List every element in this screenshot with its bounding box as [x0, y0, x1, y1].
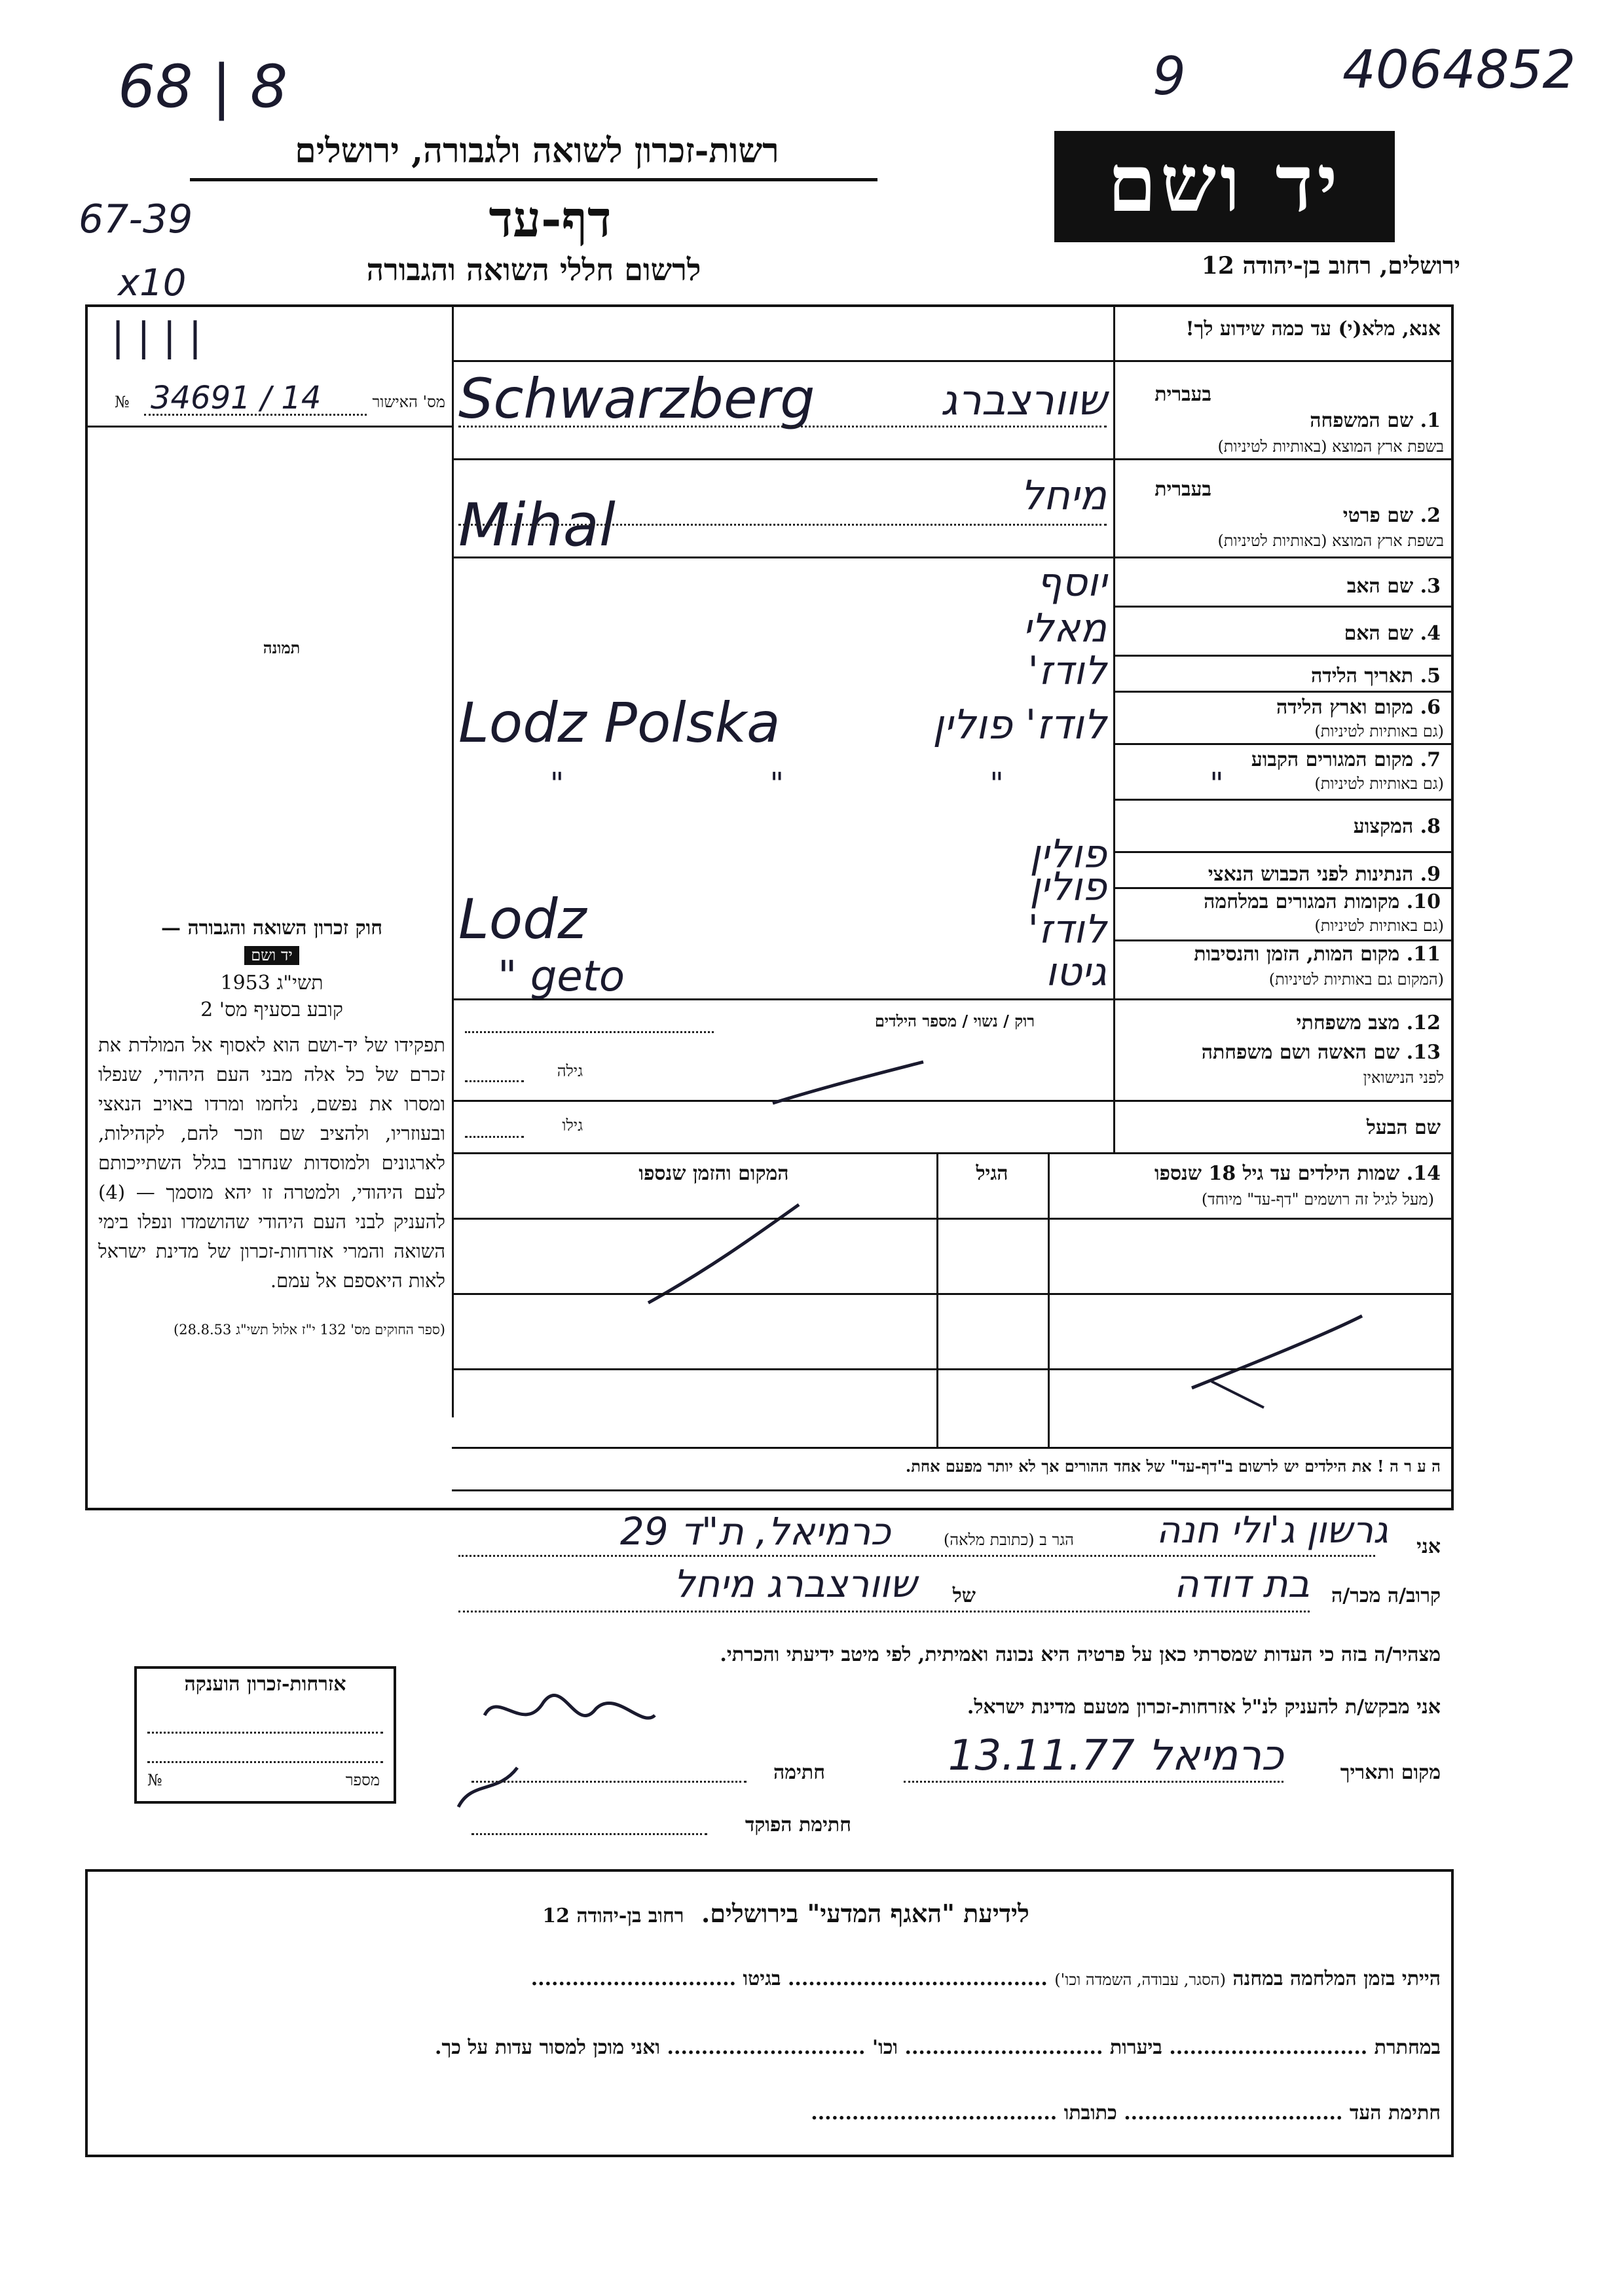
birth-date-value: לודז'	[1027, 648, 1107, 694]
top-left-archive-mark: 68 | 8	[118, 52, 288, 121]
field-7-note: (גם באותיות לטיניות)	[1314, 774, 1444, 793]
place-date-line	[904, 1781, 1283, 1783]
field-13-label: 13. שם האשה ושם משפחתה	[1201, 1041, 1441, 1064]
relation-line	[458, 1611, 1310, 1613]
declarant-label: אני	[1416, 1535, 1441, 1558]
place-date-label: מקום ותאריך	[1340, 1761, 1441, 1784]
citizenship-no-label: מספר	[345, 1771, 380, 1789]
stamp-mark-2: x10	[118, 262, 187, 304]
strike-children-check	[1211, 1381, 1264, 1408]
field-6-note: (גם באותיות לטיניות)	[1314, 722, 1444, 740]
children-age-divider-2	[936, 1152, 938, 1447]
birthplace-hebrew-value: לודז' פולין	[932, 701, 1107, 748]
form-subtitle: לרשום חללי השואה והגבורה	[366, 252, 701, 287]
field-2-note: בשפת ארץ המוצא (באותיות לטיניות)	[1217, 532, 1444, 550]
info-line-3: חתימת העד ................................ כתובתו ....................................	[811, 2102, 1441, 2124]
birthplace-latin-value: Lodz Polska	[458, 691, 781, 755]
husband-label: שם הבעל	[1366, 1116, 1441, 1139]
children-bottom-divider	[452, 1447, 1454, 1449]
strike-children-names	[1192, 1316, 1362, 1388]
info-title: לידיעת "האגף המדעי" בירושלים.	[701, 1899, 1029, 1928]
top-right-number: 4064852	[1342, 39, 1576, 100]
death-place-latin-value: " geto	[498, 953, 625, 1001]
stamp-mark: 67-39	[79, 196, 193, 242]
top-center-mark: 9	[1153, 46, 1186, 107]
mother-name-value: מאלי	[1022, 606, 1107, 651]
law-footer: (ספר החוקים מס' 132 י"ז אלול תשי"ג 28.8.53)	[174, 1322, 445, 1338]
children-header-divider	[452, 1218, 1454, 1220]
field-13-note: לפני הנישואין	[1363, 1068, 1444, 1087]
declarant-address: כרמיאל, ת"ד 29	[619, 1509, 891, 1554]
father-name-value: יוסף	[1036, 560, 1107, 606]
info-address: רחוב בן-יהודה 12	[542, 1904, 684, 1927]
residence-ditto-value: " " " "	[550, 766, 1322, 801]
field-1-label: 1. שם המשפחה	[1310, 409, 1441, 432]
field-8-label: 8. המקצוע	[1353, 815, 1441, 838]
children-label: 14. שמות הילדים עד גיל 18 שנספו	[1154, 1162, 1441, 1185]
official-signature-line	[471, 1833, 707, 1835]
firstname-latin-value: Mihal	[458, 491, 616, 560]
header-address: ירושלים, רחוב בן-יהודה 12	[1201, 252, 1460, 280]
field-1-note: בשפת ארץ המוצא (באותיות לטיניות)	[1217, 437, 1444, 456]
profession-value: פולין	[1029, 831, 1107, 877]
marital-options: רוק / נשוי / מספר הילדים	[874, 1011, 1035, 1030]
signature-line	[471, 1781, 747, 1783]
approval-label: מס' האישור	[372, 393, 445, 411]
field-11-label: 11. מקום המות, הזמן והנסיבות	[1194, 943, 1441, 966]
signature-scribble	[458, 1695, 655, 1807]
form-title: דף-עד	[489, 190, 612, 248]
of-label: של	[952, 1584, 976, 1607]
field-10-label: 10. מקומות המגורים במלחמה	[1204, 890, 1441, 913]
field-4-label: 4. שם האם	[1344, 622, 1441, 645]
citizenship-no-prefix: №	[147, 1771, 162, 1789]
relation-value: בת דודה	[1173, 1561, 1310, 1606]
law-title: חוק זכרון השואה והגבורה —	[161, 917, 382, 939]
photo-label: תמונה	[263, 638, 301, 657]
field-6-label: 6. מקום וארץ הלידה	[1276, 696, 1441, 719]
citizenship-line-1	[147, 1732, 383, 1734]
hebrew-column-label-1: בעברית	[1154, 383, 1211, 406]
field-9-label: 9. הנתינות לפני הכבוש הנאצי	[1208, 863, 1441, 886]
remark-divider	[452, 1489, 1454, 1491]
field-3-label: 3. שם האב	[1346, 575, 1441, 598]
official-signature-label: חתימת הפוקד	[745, 1813, 851, 1836]
wartime-residence-latin-value: Lodz	[458, 887, 587, 951]
field-10-note: (גם באותיות לטיניות)	[1314, 917, 1444, 935]
children-age-column: הגיל	[976, 1162, 1008, 1185]
children-remark: ה ע ר ה ! את הילדים יש לרשום ב"דף-עד" של אחד ההורים אך לא יותר מפעם אחת.	[905, 1457, 1441, 1476]
law-logo: יד ושם	[98, 946, 445, 965]
firstname-hebrew-value: מיחל	[1020, 471, 1107, 519]
approval-tick-marks: | | | |	[111, 314, 202, 360]
residing-label: הגר ב (כתובת מלאה)	[943, 1531, 1074, 1549]
field-12-label: 12. מצב משפחתי	[1296, 1011, 1441, 1034]
husband-age-label: גילו	[562, 1116, 583, 1135]
children-age-divider-1	[1048, 1152, 1050, 1447]
law-text: תפקידו של יד-ושם הוא לאסוף אל המולדת את זכרם של כל אלה מבני העם היהודי, שנפלו ומסרו את נפשם, נלחמו ומרדו באויב הנאצי ובעוזריו, ולהציב שם וזכר להם, לקהילות, לארגונים ולמוסדות שנחרבו בגלל השתייכותם לעם היהודי, ולמטרה זו יהא מוסמך — (4) להעניק לבני העם היהודי שהושמדו ונפלו בימי השואה והמרי אזרחות-זכרון של מדינת ישראל לאות היאספם אל עמם.	[98, 1034, 445, 1292]
field-11-note: (המקום גם באותיות לטיניות)	[1268, 970, 1444, 989]
law-year: תשי"ג 1953	[220, 972, 323, 994]
place-date-value: כרמיאל 13.11.77	[948, 1732, 1283, 1780]
declarant-line	[458, 1555, 1375, 1557]
strike-marital	[773, 1062, 923, 1103]
surname-latin-value: Schwarzberg	[458, 367, 815, 431]
declaration-statement: מצהיר/ה בזה כי העדות שמסרתי כאן על פרטיה היא נכונה ואמיתית, לפי מיטב ידיעתי והכרתי.	[720, 1643, 1441, 1666]
law-section: קובע בסעיף מס' 2	[200, 998, 343, 1021]
yad-vashem-logo: יד ושם	[1054, 131, 1395, 242]
field-7-label: 7. מקום המגורים הקבוע	[1251, 748, 1441, 771]
organization-name: רשות-זכרון לשואה ולגבורה, ירושלים	[295, 131, 779, 171]
declarant-name: גרשון ג'ולי חנה	[1156, 1509, 1388, 1552]
approval-no-prefix: №	[115, 393, 130, 411]
children-row-divider-1	[452, 1293, 1454, 1295]
info-title-row	[393, 1899, 1179, 1929]
children-place-column: המקום והזמן שנספו	[638, 1162, 789, 1185]
field-2-label: 2. שם פרטי	[1342, 504, 1441, 527]
hebrew-column-label-2: בעברית	[1154, 478, 1211, 501]
of-name-value: שוורצברג מיחל	[673, 1561, 917, 1606]
wife-age-label: גילה	[557, 1062, 583, 1080]
surname-hebrew-value: שוורצברג	[940, 376, 1107, 425]
form-intro: אנא, מלא(י) עד כמה שידוע לך!	[1185, 318, 1441, 340]
nationality-value: פולין	[1029, 864, 1107, 910]
relative-label: קרוב/ה מכר/ה	[1331, 1584, 1441, 1607]
law-box	[98, 917, 445, 1340]
field-5-label: 5. תאריך הלידה	[1311, 665, 1441, 687]
citizenship-request: אני מבקש/ת להעניק לנ"ל אזרחות-זכרון מטעם מדינת ישראל.	[967, 1696, 1441, 1719]
children-note: (מעל לגיל זה רושמים "דף-עד" מיוחד)	[1201, 1190, 1434, 1209]
wartime-residence-hebrew-value: לודז'	[1027, 907, 1107, 953]
death-place-hebrew-value: גיטו	[1045, 949, 1107, 995]
citizenship-line-2	[147, 1761, 383, 1763]
approval-number: 34691 / 14	[151, 380, 322, 416]
info-line-2: במחתרת ............................. ביערות ............................. וכו' ............................. ואני מוכן למסור עדות על כך.	[435, 2036, 1441, 2059]
children-row-divider-2	[452, 1368, 1454, 1370]
signature-label: חתימה	[773, 1761, 825, 1784]
info-line-1: הייתי בזמן המלחמה במחנה (הסגר, עבודה, השמדה וכו') ...................................... בגיטו ..............................	[530, 1967, 1441, 1990]
citizenship-box-title: אזרחות-זכרון הוענקה	[184, 1673, 346, 1696]
